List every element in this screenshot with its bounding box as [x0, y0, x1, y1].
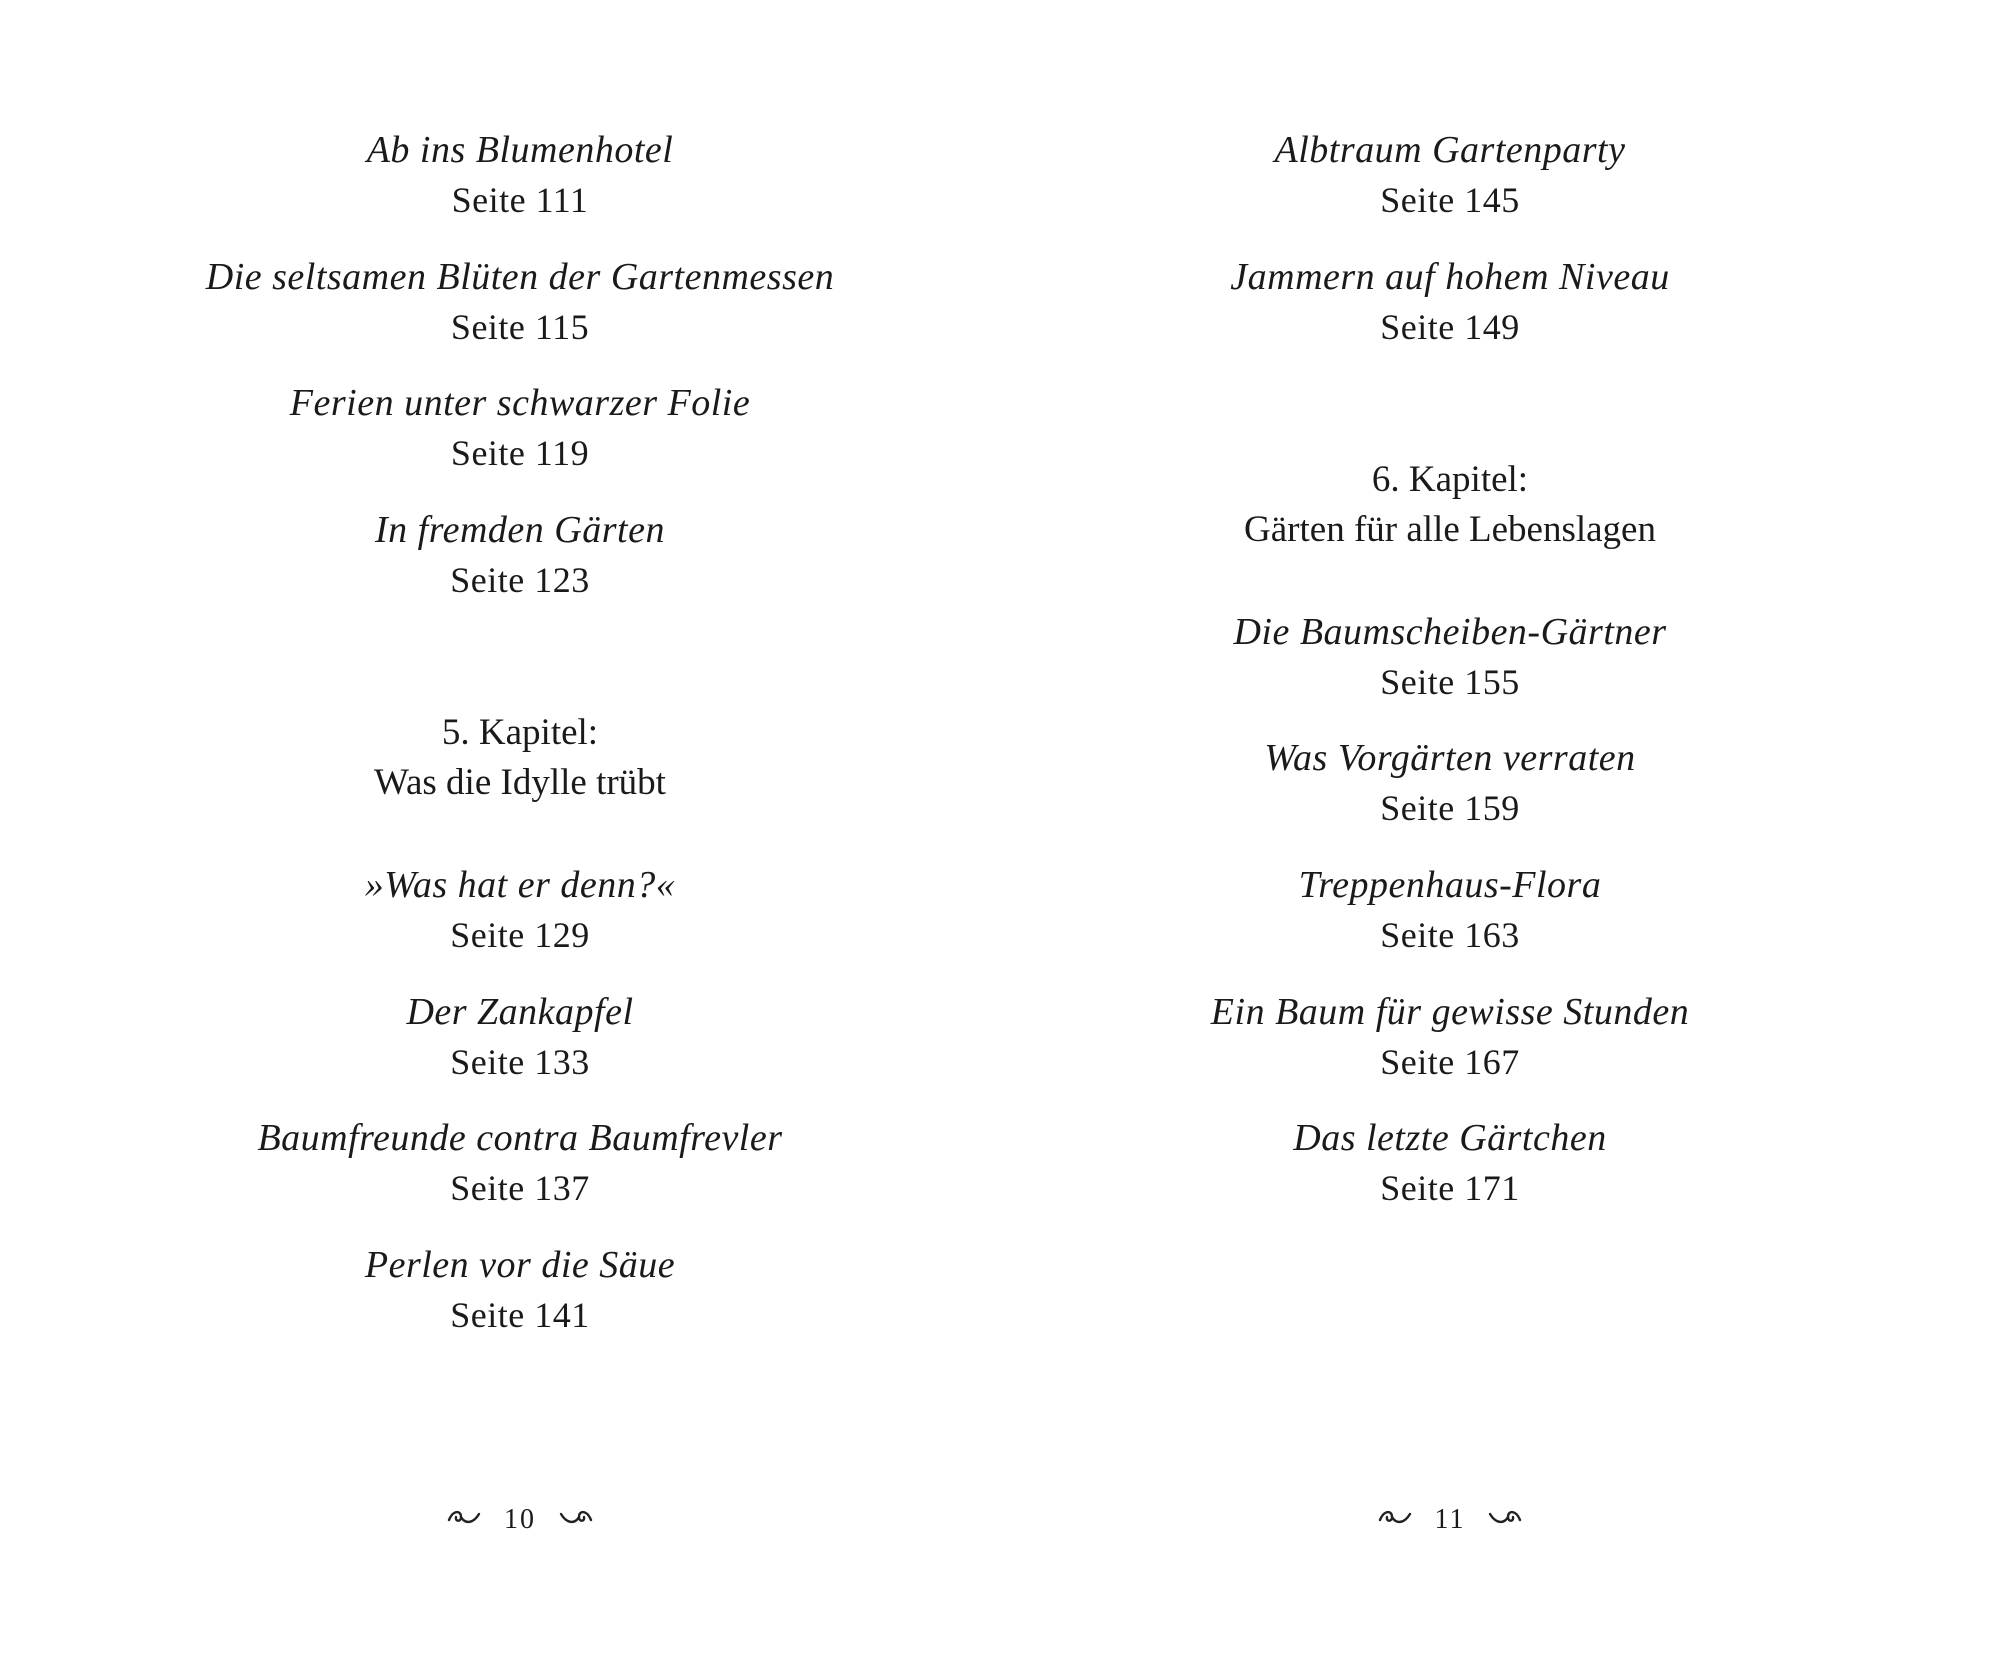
toc-entry-page: Seite 159 — [1380, 788, 1520, 828]
toc-entry-page: Seite 129 — [450, 915, 590, 955]
toc-entry-title: Ein Baum für gewisse Stunden — [1210, 991, 1690, 1033]
toc-entry-title: Ab ins Blumenhotel — [366, 129, 674, 171]
ornament-flourish-icon — [1488, 1500, 1522, 1540]
toc-entry-title: Die seltsamen Blüten der Gartenmessen — [205, 256, 835, 298]
toc-entry — [950, 125, 1950, 225]
toc-entry-page: Seite 163 — [1380, 915, 1520, 955]
chapter-heading — [0, 708, 1040, 808]
page-number-footer — [950, 1500, 1950, 1540]
toc-entry-title: »Was hat er denn?« — [364, 864, 676, 906]
ornament-flourish-icon — [1378, 1500, 1412, 1540]
chapter-title: Gärten für alle Lebenslagen — [1244, 509, 1656, 550]
toc-entry-title: Jammern auf hohem Niveau — [1230, 256, 1670, 298]
toc-entry — [950, 733, 1950, 833]
toc-entry — [0, 505, 1040, 605]
toc-entry-title: Was Vorgärten verraten — [1264, 737, 1636, 779]
toc-entry-page: Seite 111 — [451, 180, 589, 220]
toc-entry-title: Baumfreunde contra Baumfrevler — [257, 1117, 783, 1159]
ornament-flourish-icon — [447, 1500, 481, 1540]
toc-entry — [950, 1113, 1950, 1213]
toc-entry-title: Der Zankapfel — [406, 991, 634, 1033]
toc-entry — [0, 125, 1040, 225]
toc-entry-page: Seite 115 — [450, 307, 590, 347]
toc-entry-page: Seite 141 — [450, 1295, 590, 1335]
toc-entry — [950, 860, 1950, 960]
toc-entry-page: Seite 119 — [450, 433, 590, 473]
page-number: 10 — [504, 1504, 536, 1535]
toc-entry-page: Seite 133 — [450, 1042, 590, 1082]
toc-entry — [0, 1113, 1040, 1213]
chapter-number: 6. Kapitel: — [1371, 459, 1529, 500]
toc-entry-page: Seite 137 — [450, 1168, 590, 1208]
toc-entry — [0, 860, 1040, 960]
toc-entry-page: Seite 171 — [1380, 1168, 1520, 1208]
toc-entry-title: Die Baumscheiben-Gärtner — [1233, 611, 1667, 653]
toc-entry — [0, 378, 1040, 478]
toc-entry-page: Seite 149 — [1380, 307, 1520, 347]
toc-entry-title: Das letzte Gärtchen — [1293, 1117, 1607, 1159]
toc-entry — [950, 607, 1950, 707]
toc-entry — [0, 987, 1040, 1087]
toc-entry-page: Seite 167 — [1380, 1042, 1520, 1082]
toc-entry — [0, 252, 1040, 352]
chapter-number: 5. Kapitel: — [441, 712, 599, 753]
toc-entry-title: Albtraum Gartenparty — [1274, 129, 1626, 171]
toc-entry-title: Treppenhaus-Flora — [1298, 864, 1602, 906]
page-number-footer — [0, 1500, 1040, 1540]
toc-entry — [950, 987, 1950, 1087]
right-page — [1000, 0, 2000, 1667]
toc-entry — [950, 252, 1950, 352]
toc-entry-title: In fremden Gärten — [375, 509, 665, 551]
toc-entry-page: Seite 155 — [1380, 662, 1520, 702]
toc-entry — [0, 1240, 1040, 1340]
page-number: 11 — [1434, 1504, 1466, 1535]
ornament-flourish-icon — [559, 1500, 593, 1540]
chapter-title: Was die Idylle trübt — [374, 762, 666, 803]
toc-entry-title: Ferien unter schwarzer Folie — [289, 382, 751, 424]
chapter-heading — [950, 455, 1950, 555]
toc-entry-page: Seite 123 — [450, 560, 590, 600]
toc-entry-page: Seite 145 — [1380, 180, 1520, 220]
toc-entry-title: Perlen vor die Säue — [364, 1244, 676, 1286]
